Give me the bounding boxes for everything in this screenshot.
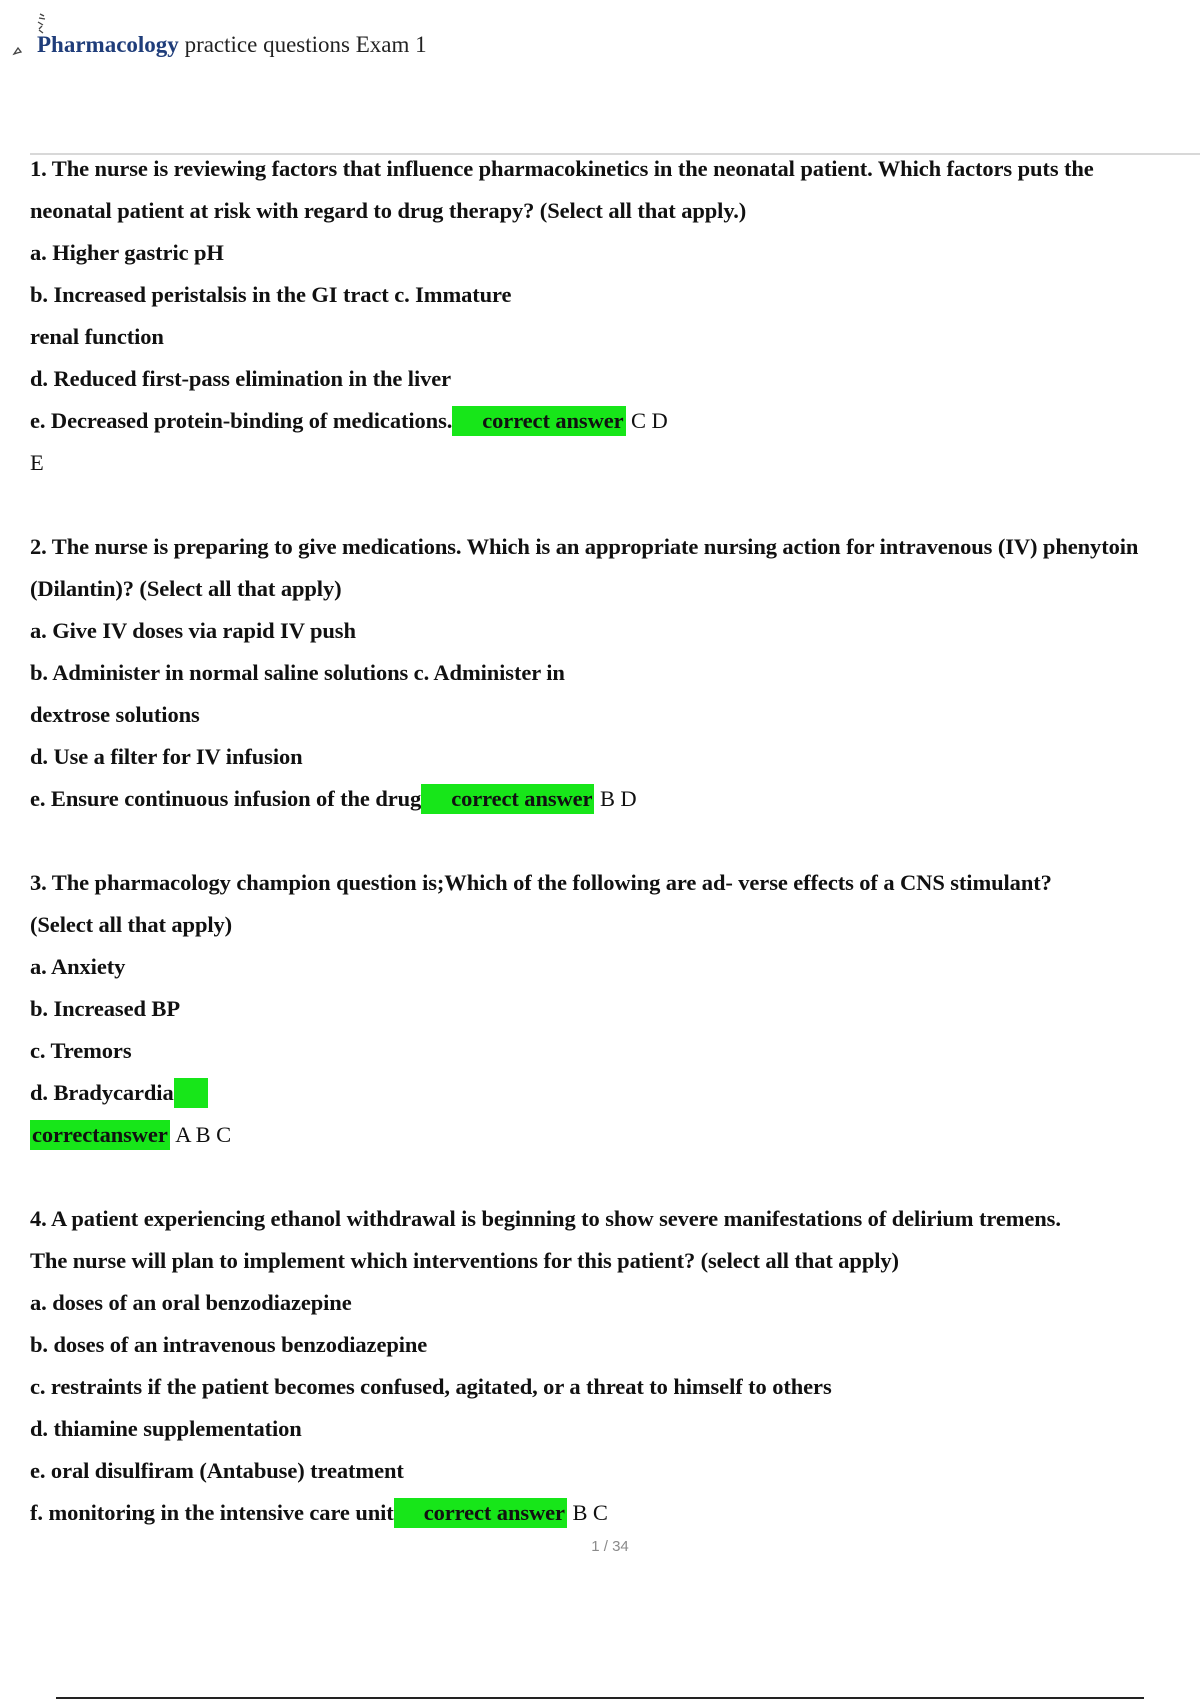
question-2-option-c-cont: dextrose solutions — [30, 702, 200, 727]
question-3-option-d-text: d. Bradycardia — [30, 1080, 174, 1105]
title-brand: Pharmacology — [37, 32, 179, 57]
question-4-stem: 4. A patient experiencing ethanol withdrawal is beginning to show severe manifestations of delirium tremens. — [30, 1206, 1061, 1231]
page-indicator: 1 / 34 — [591, 1538, 629, 1555]
question-3 — [30, 862, 1200, 1156]
question-4-option-e: e. oral disulfiram (Antabuse) treatment — [30, 1458, 404, 1483]
question-1-answer-value: C D — [631, 408, 668, 433]
question-3-option-b: b. Increased BP — [30, 996, 180, 1021]
question-4-option-f — [30, 1492, 1200, 1534]
document-header — [10, 8, 610, 57]
question-4-option-a: a. doses of an oral benzodiazepine — [30, 1290, 352, 1315]
page-title — [37, 32, 427, 58]
question-2-answer-value: B D — [599, 786, 637, 811]
question-4-answer-label: correct answer — [394, 1498, 567, 1528]
questions-list — [30, 148, 1200, 1534]
question-3-option-c: c. Tremors — [30, 1038, 132, 1063]
question-1-stem-cont: neonatal patient at risk with regard to drug therapy? (Select all that apply.) — [30, 198, 747, 223]
question-4 — [30, 1198, 1200, 1534]
question-4-option-b: b. doses of an intravenous benzodiazepine — [30, 1332, 428, 1357]
question-2-stem: 2. The nurse is preparing to give medications. Which is an appropriate nursing action for intravenous (IV) phenytoin — [30, 534, 1139, 559]
question-1-option-e-text: e. Decreased protein-binding of medications. — [30, 408, 453, 433]
spacer — [30, 484, 1200, 526]
question-1-option-c-cont: renal function — [30, 324, 164, 349]
question-1-option-a: a. Higher gastric pH — [30, 240, 224, 265]
question-4-answer-value: B C — [572, 1500, 608, 1525]
question-2 — [30, 526, 1200, 820]
question-3-stem-cont: (Select all that apply) — [30, 912, 233, 937]
question-4-stem-cont: The nurse will plan to implement which interventions for this patient? (select all that apply) — [30, 1248, 899, 1273]
question-2-option-d: d. Use a filter for IV infusion — [30, 744, 303, 769]
question-4-option-f-text: f. monitoring in the intensive care unit — [30, 1500, 394, 1525]
question-3-option-a: a. Anxiety — [30, 954, 126, 979]
question-1-answer-cont: E — [30, 450, 44, 475]
question-1-option-e — [30, 400, 1200, 442]
question-3-answer — [30, 1114, 1200, 1156]
question-2-stem-cont: (Dilantin)? (Select all that apply) — [30, 576, 342, 601]
question-1-option-b: b. Increased peristalsis in the GI tract c. Immature — [30, 282, 512, 307]
title-rest: practice questions Exam 1 — [178, 32, 427, 57]
question-3-answer-label: correctanswer — [30, 1120, 170, 1150]
question-2-option-e-text: e. Ensure continuous infusion of the drug — [30, 786, 422, 811]
question-3-stem: 3. The pharmacology champion question is;Which of the following are ad- verse effects of a CNS stimulant? — [30, 870, 1052, 895]
highlight-block — [174, 1078, 208, 1108]
question-4-option-c: c. restraints if the patient becomes confused, agitated, or a threat to himself to others — [30, 1374, 832, 1399]
question-2-option-a: a. Give IV doses via rapid IV push — [30, 618, 356, 643]
question-1-stem: 1. The nurse is reviewing factors that influence pharmacokinetics in the neonatal patient. Which factors puts the — [30, 156, 1094, 181]
question-3-answer-value: A B C — [175, 1122, 232, 1147]
question-4-option-d: d. thiamine supplementation — [30, 1416, 302, 1441]
page-bottom-rule — [56, 1697, 1144, 1699]
spacer — [30, 1156, 1200, 1198]
spacer — [30, 820, 1200, 862]
question-1 — [30, 148, 1200, 484]
question-2-option-b: b. Administer in normal saline solutions c. Administer in — [30, 660, 565, 685]
question-1-option-d: d. Reduced first-pass elimination in the liver — [30, 366, 452, 391]
question-2-option-e — [30, 778, 1200, 820]
question-2-answer-label: correct answer — [421, 784, 594, 814]
question-3-option-d — [30, 1072, 1200, 1114]
question-1-answer-label: correct answer — [452, 406, 625, 436]
